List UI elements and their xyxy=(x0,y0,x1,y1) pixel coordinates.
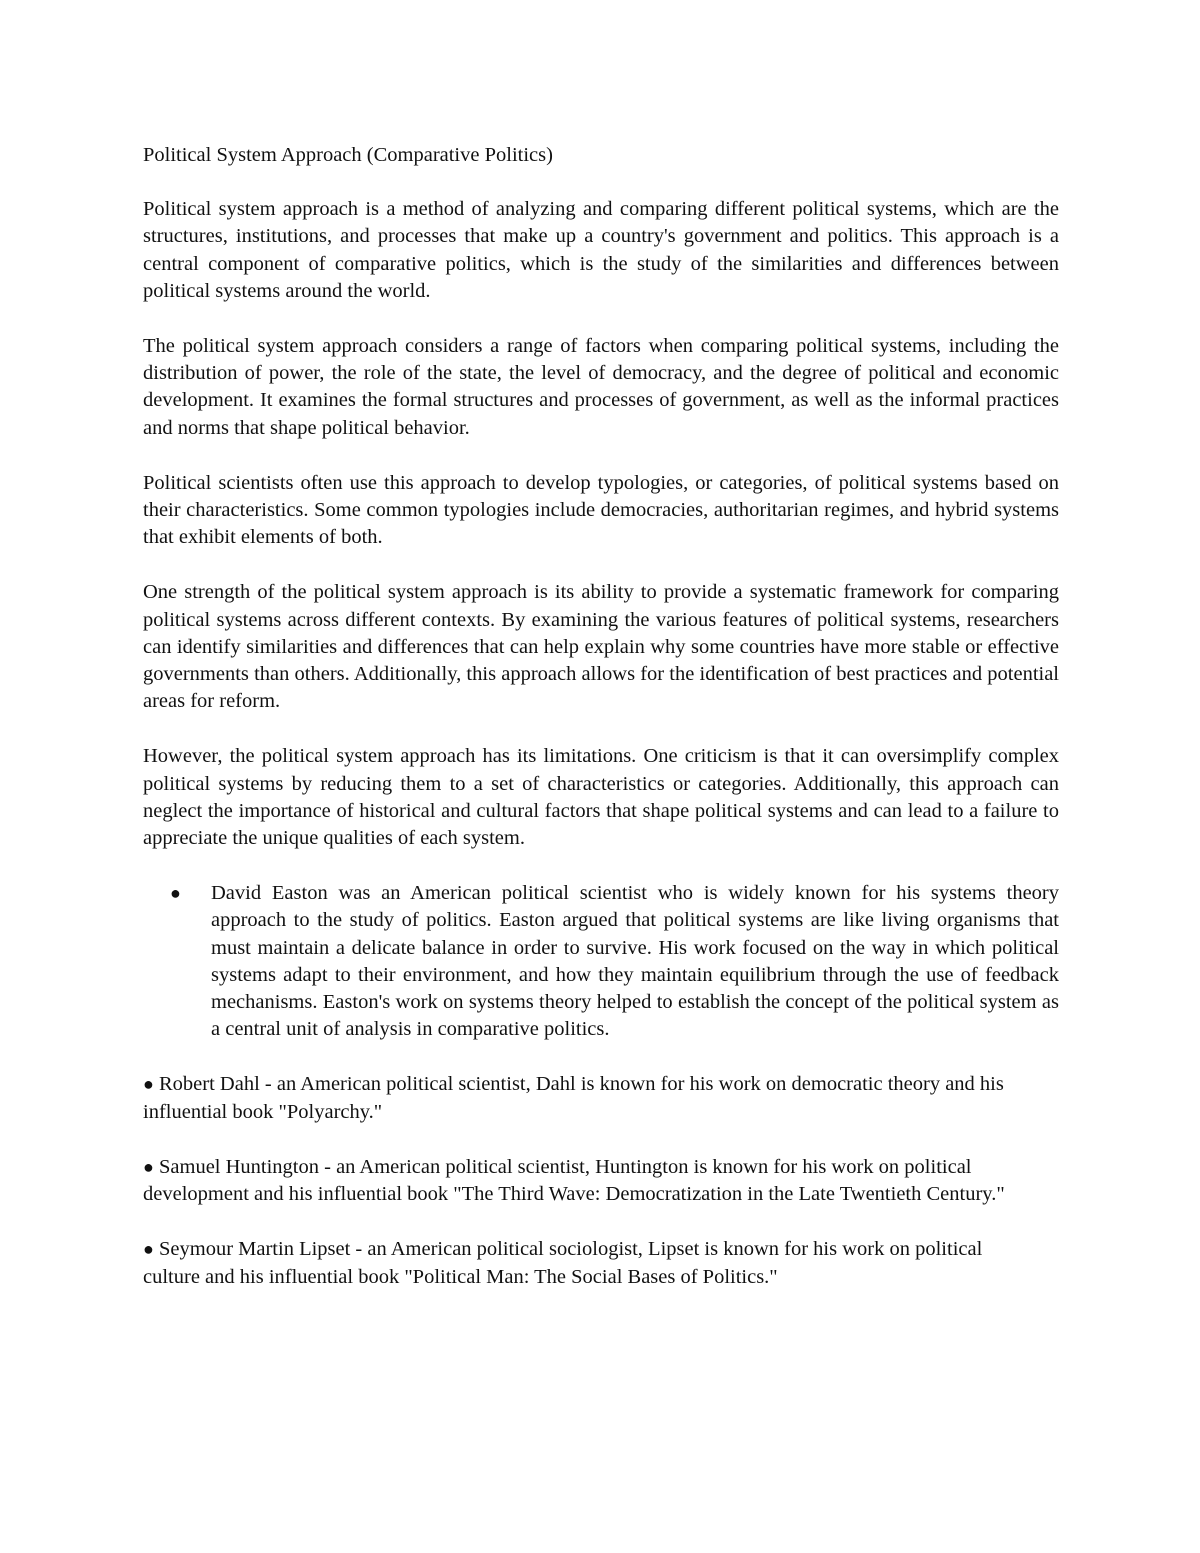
list-item-easton xyxy=(143,880,1059,1043)
list-item-text: David Easton was an American political scientist who is widely known for his systems theory approach to the study of politics. Easton argued that political systems are like living organisms that must maintain a delicate balance in order to survive. His work focused on the way in which political systems adapt to their environment, and how they maintain equilibrium through the use of feedback mechanisms. Easton's work on systems theory helped to establish the concept of the political system as a central unit of analysis in comparative politics. xyxy=(211,882,1059,1041)
bullet-icon: ● xyxy=(170,883,181,904)
paragraph-strengths: One strength of the political system approach is its ability to provide a systematic framework for comparing political systems across different contexts. By examining the various features of political systems, researchers can identify similarities and differences that can help explain why some countries have more stable or effective governments than others. Additionally, this approach allows for the identification of best practices and potential areas for reform. xyxy=(143,581,1059,713)
document-body xyxy=(143,142,1059,1319)
bullet-icon: ● xyxy=(143,1074,154,1095)
list-item-text: Samuel Huntington - an American political scientist, Huntington is known for his work on political development and his influential book "The Third Wave: Democratization in the Late Twentieth Century." xyxy=(143,1155,1005,1206)
paragraph-factors: The political system approach considers a range of factors when comparing political systems, including the distribution of power, the role of the state, the level of democracy, and the degree of political and economic development. It examines the formal structures and processes of government, as well as the informal practices and norms that shape political behavior. xyxy=(143,335,1059,439)
paragraph-definition: Political system approach is a method of analyzing and comparing different political systems, which are the structures, institutions, and processes that make up a country's government and politics. This approach is a central component of comparative politics, which is the study of the similarities and differences between political systems around the world. xyxy=(143,198,1059,302)
paragraph-typologies: Political scientists often use this approach to develop typologies, or categories, of political systems based on their characteristics. Some common typologies include democracies, authoritarian regimes, and hybrid systems that exhibit elements of both. xyxy=(143,471,1059,549)
list-item-huntington xyxy=(143,1154,1023,1208)
bullet-icon: ● xyxy=(143,1239,154,1260)
document-title: Political System Approach (Comparative Politics) xyxy=(143,144,553,166)
list-item-dahl xyxy=(143,1071,1023,1125)
list-item-text: Seymour Martin Lipset - an American political sociologist, Lipset is known for his work on political culture and his influential book "Political Man: The Social Bases of Politics." xyxy=(143,1238,983,1288)
paragraph-limitations: However, the political system approach has its limitations. One criticism is that it can oversimplify complex political systems by reducing them to a set of characteristics or categories. Additionally, this approach can neglect the importance of historical and cultural factors that shape political systems and can lead to a failure to appreciate the unique qualities of each system. xyxy=(143,745,1059,850)
list-item-lipset xyxy=(143,1236,1023,1290)
list-item-text: Robert Dahl - an American political scientist, Dahl is known for his work on democratic theory and his influential book "Polyarchy." xyxy=(143,1073,1004,1123)
bullet-icon: ● xyxy=(143,1156,154,1177)
